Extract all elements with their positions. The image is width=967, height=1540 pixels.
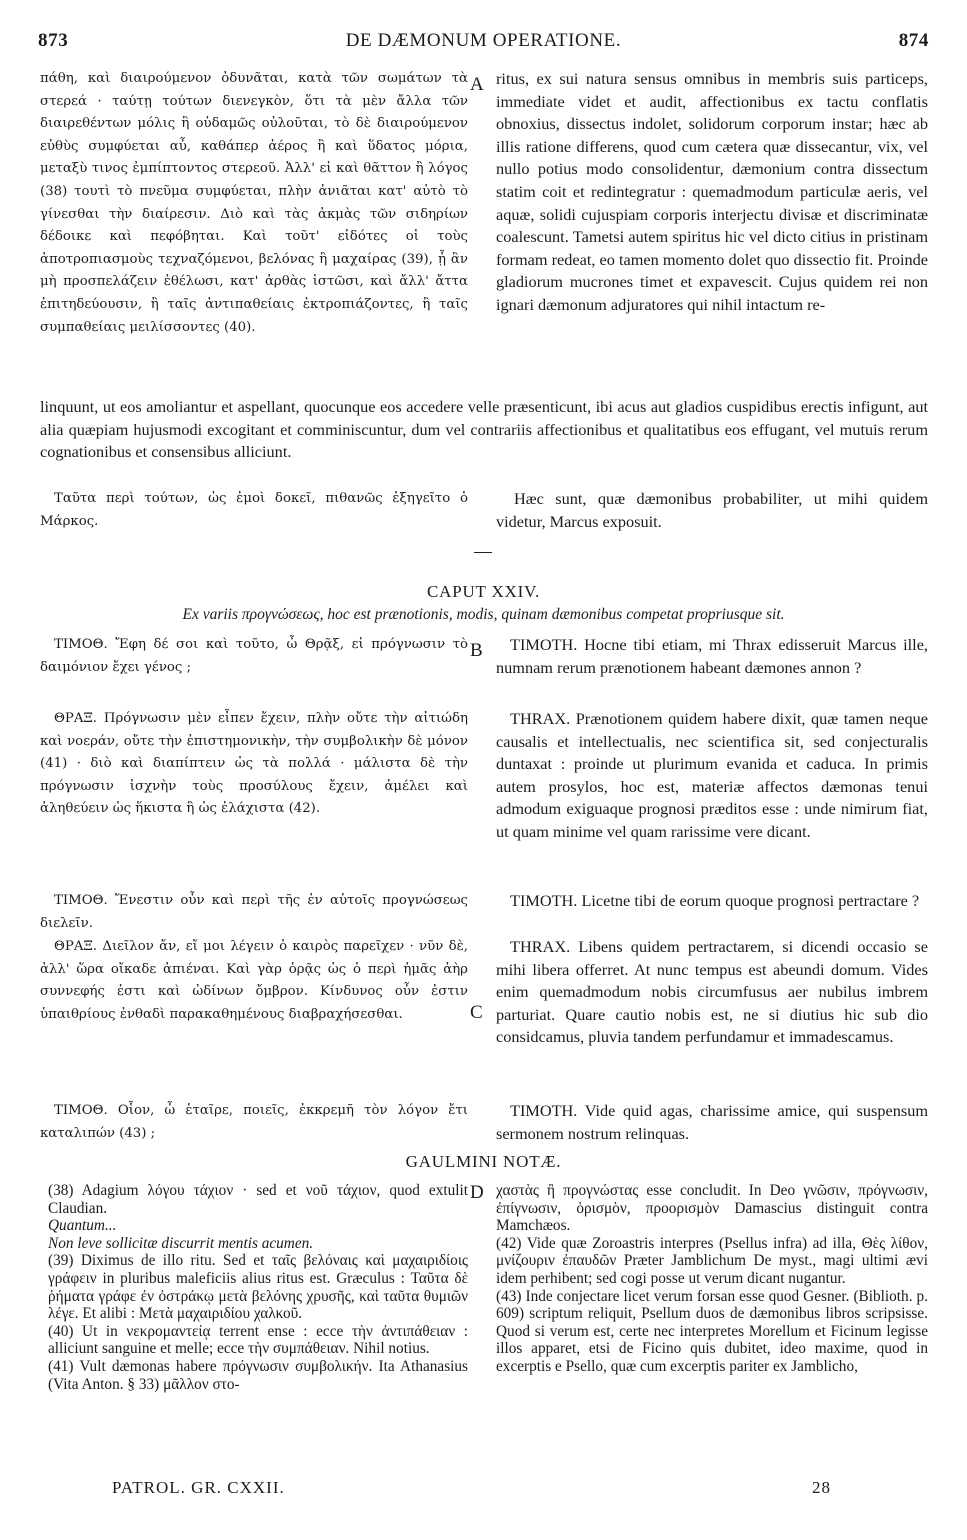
page-number-left: 873 [38, 30, 69, 51]
note-41: (41) Vult dæmonas habere πρόγνωσιν συμβολικήν. Ita Athanasius (Vita Anton. § 33) μᾶλλον στο- [48, 1357, 468, 1393]
speech-latin: TIMOTH. Vide quid agas, charissime amice, qui suspensum sermonem nostrum relinquas. [496, 1101, 928, 1143]
speech-latin: TIMOTH. Licetne tibi de eorum quoque prognosi pertractare ? [510, 891, 920, 910]
dialogue-latin-3 [496, 890, 928, 938]
greek-closing-text: Ταῦτα περὶ τούτων, ὡς ἐμοὶ δοκεῖ, πιθανῶς ἐξηγεῖτο ὁ Μάρκος. [40, 491, 468, 529]
dialogue-latin-1 [496, 634, 928, 704]
latin-continuation: linquunt, ut eos amoliantur et aspellant, quocunque eos accedere velle præsenticunt, ibi acus aut gladios cuspidibus erectis infigunt, aut alia quæpiam hujusmodi excogitant et comminiscuntur, dum vel contrariis affectionibus et qualitatibus eos effugant, vel mutuis rerum cognationibus et consensibus alliciunt. [40, 397, 928, 462]
margin-letter-a: A [470, 74, 484, 95]
latin-column-section1 [496, 68, 928, 386]
latin-paragraph: ritus, ex sui natura sensus omnibus in membris suis particeps, immediate videt et audit, affectionibus ex tactu conflatis obnoxius, dissectus indolet, solidorum corporum instar; hæc ab illis ratione differens, quod cum cætera quæ dissecantur, vix, vel nullo potius modo consolidentur, dæmonium contra dissectum statim coit et redintegratur : quemadmodum particulæ aeris, vel aquæ, solidi cujuspiam corporis interjectu divisæ et discriminatæ coalescunt. Tametsi autem spiritus hic vel dicto citius in pristinam formam redeat, eo tamen momento dolet quo dissectio fit. Proinde gladiorum mucrones timet et expavescit. Cujus quidem rei non ignari dæmonum adjuratores qui nihil intactum re- [496, 69, 928, 314]
margin-letter-b: B [470, 640, 483, 661]
speech-greek: ΤΙΜΟΘ. Οἷον, ὦ ἑταῖρε, ποιεῖς, ἐκκρεμῆ τὸν λόγον ἔτι καταλιπών (43) ; [40, 1103, 468, 1141]
latin-closing-text: Hæc sunt, quæ dæmonibus probabiliter, ut mihi quidem videtur, Marcus exposuit. [496, 489, 928, 531]
speech-latin: THRAX. Libens quidem pertractarem, si dicendi occasio se mihi libera offerret. At nunc tempus est abeundi domum. Vides enim quemadmodum nobis circumfusus aer nubilus imbrem parturiat. Quare cautio nobis est, ne si diutius hic sub dio considcamus, pluvia tandem perfundamur et immadescamus. [496, 937, 928, 1047]
running-header [38, 26, 929, 62]
note-39: (39) Diximus de illo ritu. Sed et ταῖς βελόναις καὶ μαχαιριδίοις γράφειν in pluribus maleficiis alius ritus est. Græculus : Ταῦτα δὲ ῥήματα γράφε ἐν ὀστράκῳ μετὰ βελόνης χρυσῆς, καὶ ταῦτα θυμιῶν λέγε. Et alibi : Μετὰ μαχαιριδίου χαλκοῦ. [48, 1252, 468, 1323]
page-number-right: 874 [898, 30, 929, 51]
dialogue-greek-5 [40, 1100, 468, 1148]
dialogue-greek-1 [40, 634, 468, 682]
note-quote-line-2: Non leve sollicitæ discurrit mentis acumen. [48, 1234, 314, 1252]
dialogue-latin-4 [496, 936, 928, 1098]
speech-greek: ΤΙΜΟΘ. Ἔνεστιν οὖν καὶ περὶ τῆς ἐν αὐτοῖς προγνώσεως διελεῖν. [40, 893, 468, 931]
footer-signature: 28 [812, 1478, 831, 1497]
speech-greek: ΘΡΑΞ. Πρόγνωσιν μὲν εἶπεν ἔχειν, πλὴν οὔτε τὴν αἰτιώδη καὶ νοεράν, οὔτε τὴν ἐπιστημονικὴν, τὴν συμβολικὴν δὲ μόνον (41) · διὸ καὶ διαπίπτειν ὡς τὰ πολλά · μάλιστα δὲ τὴν πρόγνωσιν ἰσχνὴν τοὺς προσύλους ἔχειν, ἀμέλει καὶ ἀληθεύειν ὡς ἥκιστα ἢ ὡς ἐλάχιστα (42). [40, 711, 468, 817]
latin-full-width-paragraph [40, 396, 928, 488]
dialogue-greek-2 [40, 708, 468, 848]
margin-letter-c: C [470, 1002, 483, 1023]
chapter-title: CAPUT XXIV. [426, 582, 541, 601]
note-42: (42) Vide quæ Zoroastris interpres (Psellus infra) ad illa, Θὲς λίθον, μνίζουριν ἐπαυδῶν Præter Jamblichum De myst., magi ultimi ævi idem perhibent; sed cogi posse ut verum dicant nugantur. [496, 1234, 928, 1287]
notes-right-column [496, 1182, 928, 1460]
note-43: (43) Inde conjectare licet verum forsan esse quod Gesner. (Biblioth. p. 609) scriptum reliquit, Psellum duos de dæmonibus libros scripsisse. Quod si verum est, certe nec interpretes Morellum et Ficinum legisse illos apparet, etsi de Ficino quis dubitet, ideo maxime, quod in excerptis e Psello, quæ cum excerptis pariter ex Jamblicho, [496, 1287, 928, 1375]
margin-letter-d: D [470, 1182, 484, 1203]
latin-closing-paragraph [496, 488, 928, 536]
speech-latin: TIMOTH. Hocne tibi etiam, mi Thrax edisseruit Marcus ille, numnam rerum prænotionem habeant dæmones annon ? [496, 635, 928, 677]
speech-latin: THRAX. Prænotionem quidem habere dixit, quæ tamen neque causalis et intellectualis, nec scientifica sit, sed conjecturalis duntaxat : proinde ut plurimum evanida et caduca. In primis autem prosylos, hoc est, materiæ affectos dæmonas tenui admodum exiguaque prognosi præditos esse : unde nimirum fiat, ut quam minime vel quam rarissime vere dicant. [496, 709, 928, 841]
notes-title: GAULMINI NOTÆ. [405, 1152, 562, 1171]
dialogue-greek-4 [40, 936, 468, 1056]
speech-greek: ΘΡΑΞ. Διεῖλον ἄν, εἴ μοι λέγειν ὁ καιρὸς παρεῖχεν · νῦν δὲ, ἀλλ' ὥρα οἴκαδε ἀπιέναι. Καὶ γὰρ ὁρᾷς ὡς ὁ περὶ ἡμᾶς ἀὴρ συννεφής ἐστι καὶ ὠδίνων ὄμβρον. Κίνδυνος οὖν ἐστιν ὑπαιθρίους ἐνθαδὶ παρακαθημένους διαβραχήσεσθαι. [40, 939, 468, 1022]
note-41-continued: χαστὰς ἢ προγνώστας esse concludit. In Deo γνῶσιν, πρόγνωσιν, ἐπίγνωσιν, ὁρισμὸν, προορισμὸν Damascius distinguit contra Mamchæos. [496, 1182, 928, 1235]
dialogue-latin-2 [496, 708, 928, 892]
greek-closing-paragraph [40, 488, 468, 536]
note-quote-line-1: Quantum... [48, 1217, 117, 1235]
note-38: (38) Adagium λόγου τάχιον · sed et νοῦ τάχιον, quod extulit Claudian. [48, 1182, 468, 1217]
footer-series: PATROL. GR. CXXII. [112, 1478, 285, 1497]
speech-greek: ΤΙΜΟΘ. Ἔφη δέ σοι καὶ τοῦτο, ὦ Θρᾷξ, εἰ πρόγνωσιν τὸ δαιμόνιον ἔχει γένος ; [40, 637, 468, 675]
dialogue-greek-3 [40, 890, 468, 938]
notes-left-column [48, 1182, 468, 1460]
chapter-subtitle: Ex variis προγνώσεως, hoc est prænotionis, modis, quinam dæmonibus competat propriusque sit. [182, 606, 785, 623]
note-40: (40) Ut in νεκρομαντείᾳ terrent ense : ecce τὴν ἀντιπάθειαν : alliciunt sanguine et melle; ecce τὴν συμπάθειαν. Nihil notius. [48, 1322, 468, 1358]
greek-paragraph: πάθη, καὶ διαιρούμενον ὀδυνᾶται, κατὰ τῶν σωμάτων τὰ στερεά · ταύτῃ τούτων διενεγκὸν, ὅτι τὰ μὲν ἄλλα τῶν διαιρεθέντων μόλις ἢ οὐδαμῶς οὐλοῦται, τὸ δὲ διαιρούμενον εὐθὺς συμφύεται αὖ, καθάπερ ἀέρος ἢ καὶ ὕδατος μόρια, μεταξὺ τινος ἐμπίπτοντος στερεοῦ. Ἀλλ' εἰ καὶ θᾶττον ἢ λόγος (38) τουτὶ τὸ πνεῦμα συμφύεται, πλὴν ἀνιᾶται κατ' αὐτὸ τὸ γίνεσθαι τὴν διαίρεσιν. Διὸ καὶ τὰς ἀκμὰς τῶν σιδηρίων δέδοικε καὶ πεφόβηται. Καὶ τοῦτ' εἰδότες οἱ τοὺς ἀποτροπιασμοὺς τεχναζόμενοι, βελόνας ἢ μαχαίρας (39), ᾗ ἂν μὴ προσπελάζειν ἐθέλωσι, κατ' ἀρθὰς ἱστῶσι, καὶ ἄλλ' ἄττα ἐπιτηδεύουσιν, ἢ ταῖς ἀντιπαθείαις ἐκτροπιάζοντες, ἢ ταῖς συμπαθείαις μειλίσσοντες (40). [40, 71, 468, 335]
running-title: DE DÆMONUM OPERATIONE. [345, 30, 622, 51]
dialogue-latin-5 [496, 1100, 928, 1148]
section-separator [474, 552, 492, 553]
greek-column-section1 [40, 68, 468, 386]
